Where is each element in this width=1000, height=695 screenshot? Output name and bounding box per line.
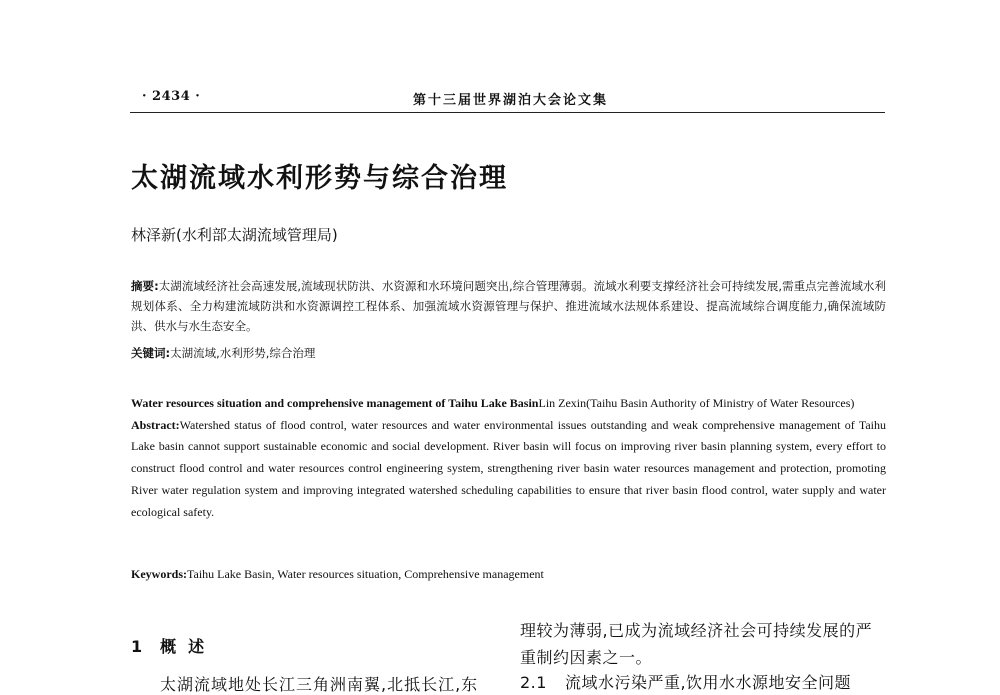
page-number: · 2434 · bbox=[142, 89, 201, 104]
abstract-cn-text: 太湖流域经济社会高速发展,流域现状防洪、水资源和水环境问题突出,综合管理薄弱。流域水利要支撑经济社会可持续发展,需重点完善流域水利规划体系、全力构建流域防洪和水资源调控工程体系、加强流域水资源管理与保护、推进流域水法规体系建设、提高流域综合调度能力,确保流域防洪、供水与水生态安全。 bbox=[131, 279, 886, 333]
keywords-cn bbox=[131, 345, 315, 361]
right-column-line: 重制约因素之一。 bbox=[520, 648, 653, 667]
subsection-line bbox=[520, 670, 851, 693]
english-keywords-text: Taihu Lake Basin, Water resources situation, Comprehensive management bbox=[187, 567, 544, 581]
abstract-cn bbox=[131, 276, 886, 336]
english-abstract-text: Watershed status of flood control, water resources and water environmental issues outstanding and weak comprehensive management of Taihu Lake basin cannot support sustainable economic and social development. River basin will focus on improving river basin planning system, every effort to construct flood control and water resources control engineering system, strengthening river basin water resources management and protection, promoting River water regulation system and improving integrated watershed scheduling capabilities to ensure that river basin flood control, water supply and water ecological safety. bbox=[131, 417, 886, 519]
author-line: 林泽新(水利部太湖流域管理局) bbox=[131, 226, 338, 244]
english-abstract-label: Abstract: bbox=[131, 417, 180, 432]
section-first-line: 太湖流域地处长江三角洲南翼,北抵长江,东 bbox=[160, 675, 479, 694]
subsection-number: 2.1 bbox=[520, 673, 547, 692]
english-abstract-block bbox=[131, 393, 886, 523]
subsection-text: 流域水污染严重,饮用水水源地安全问题 bbox=[564, 673, 852, 692]
section-heading bbox=[131, 634, 216, 657]
english-keywords-label: Keywords: bbox=[131, 567, 187, 581]
english-author: Lin Zexin(Taihu Basin Authority of Ministry of Water Resources) bbox=[538, 396, 855, 410]
keywords-cn-text: 太湖流域,水利形势,综合治理 bbox=[170, 346, 316, 360]
running-header: 第十三届世界湖泊大会论文集 bbox=[413, 93, 609, 108]
header-rule bbox=[130, 112, 885, 113]
section-number: 1 bbox=[131, 637, 145, 656]
abstract-cn-label: 摘要: bbox=[131, 279, 159, 293]
paper-title: 太湖流域水利形势与综合治理 bbox=[131, 163, 508, 194]
english-title: Water resources situation and comprehensive management of Taihu Lake Basin bbox=[131, 396, 539, 410]
keywords-cn-label: 关键词: bbox=[131, 346, 171, 360]
english-keywords bbox=[131, 567, 544, 582]
section-title: 概述 bbox=[160, 637, 217, 656]
right-column-line: 理较为薄弱,已成为流域经济社会可持续发展的严 bbox=[520, 621, 873, 640]
